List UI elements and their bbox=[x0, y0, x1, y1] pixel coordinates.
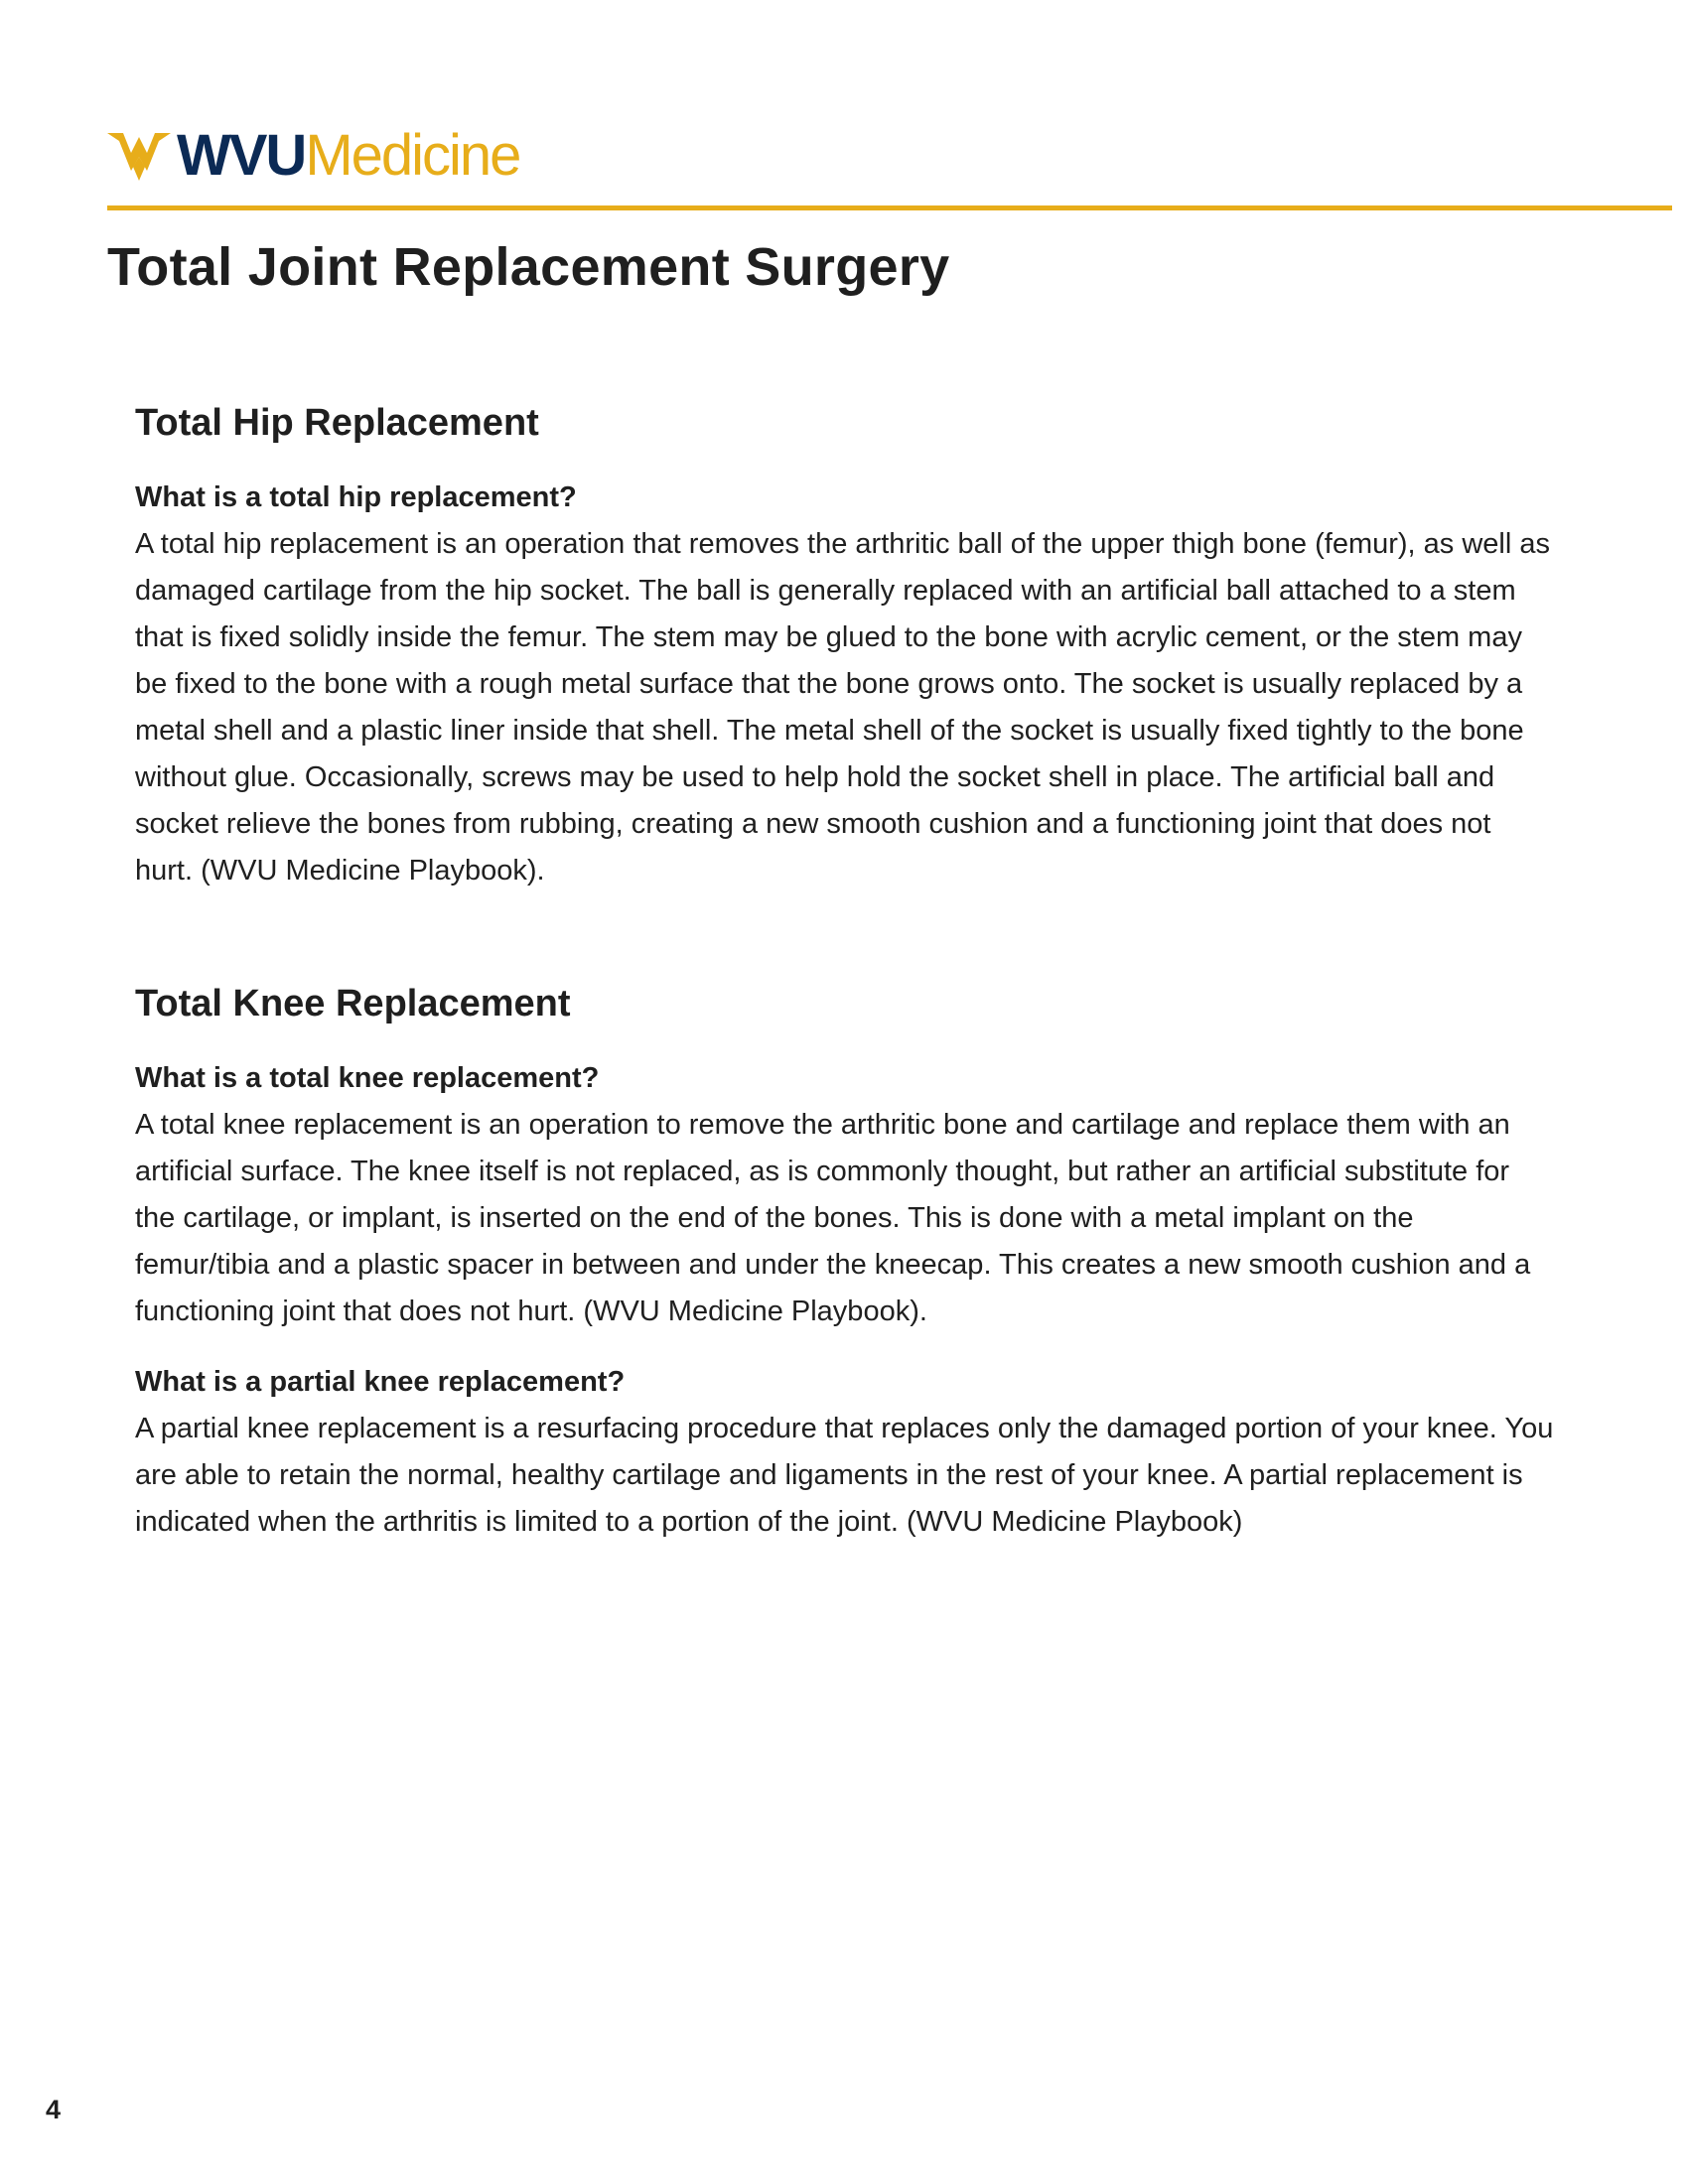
section-hip bbox=[135, 395, 1555, 894]
section-spacer bbox=[135, 894, 1555, 976]
answer-total-hip: A total hip replacement is an operation that removes the arthritic ball of the upper thigh bone (femur), as well as damaged cartilage from the hip socket. The ball is generally replaced with an artificial ball attached to a stem that is fixed solidly inside the femur. The stem may be glued to the bone with acrylic cement, or the stem may be fixed to the bone with a rough metal surface that the bone grows onto. The socket is usually replaced by a metal shell and a plastic liner inside that shell. The metal shell of the socket is usually fixed tightly to the bone without glue. Occasionally, screws may be used to help hold the socket shell in place. The artificial ball and socket relieve the bones from rubbing, creating a new smooth cushion and a functioning joint that does not hurt. (WVU Medicine Playbook). bbox=[135, 528, 1550, 887]
page-number: 4 bbox=[46, 2095, 62, 2124]
logo-wvu-text: WVU bbox=[177, 123, 306, 188]
answer-total-knee: A total knee replacement is an operation to remove the arthritic bone and cartilage and replace them with an artificial surface. The knee itself is not replaced, as is commonly thought, but rather an artificial substitute for the cartilage, or implant, is inserted on the end of the bones. This is done with a metal implant on the femur/tibia and a plastic spacer in between and under the kneecap. This creates a new smooth cushion and a functioning joint that does not hurt. (WVU Medicine Playbook). bbox=[135, 1109, 1531, 1327]
document-body bbox=[135, 395, 1555, 1546]
logo-wordmark bbox=[177, 123, 520, 188]
page-title: Total Joint Replacement Surgery bbox=[107, 237, 950, 297]
question-total-knee: What is a total knee replacement? bbox=[135, 1062, 600, 1094]
header-logo bbox=[107, 123, 520, 188]
section-title-hip: Total Hip Replacement bbox=[135, 402, 539, 444]
answer-partial-knee: A partial knee replacement is a resurfacing procedure that replaces only the damaged portion of your knee. You are able to retain the normal, healthy cartilage and ligaments in the rest of your knee. A partial replacement is indicated when the arthritis is limited to a portion of the joint. (WVU Medicine Playbook) bbox=[135, 1413, 1554, 1538]
logo-medicine-text: Medicine bbox=[305, 123, 520, 188]
flying-wv-icon bbox=[107, 127, 171, 185]
question-total-hip: What is a total hip replacement? bbox=[135, 481, 577, 513]
question-spacer bbox=[135, 1335, 1555, 1359]
header-divider bbox=[107, 205, 1672, 210]
section-title-knee: Total Knee Replacement bbox=[135, 983, 571, 1024]
question-partial-knee: What is a partial knee replacement? bbox=[135, 1366, 626, 1398]
section-knee bbox=[135, 976, 1555, 1546]
